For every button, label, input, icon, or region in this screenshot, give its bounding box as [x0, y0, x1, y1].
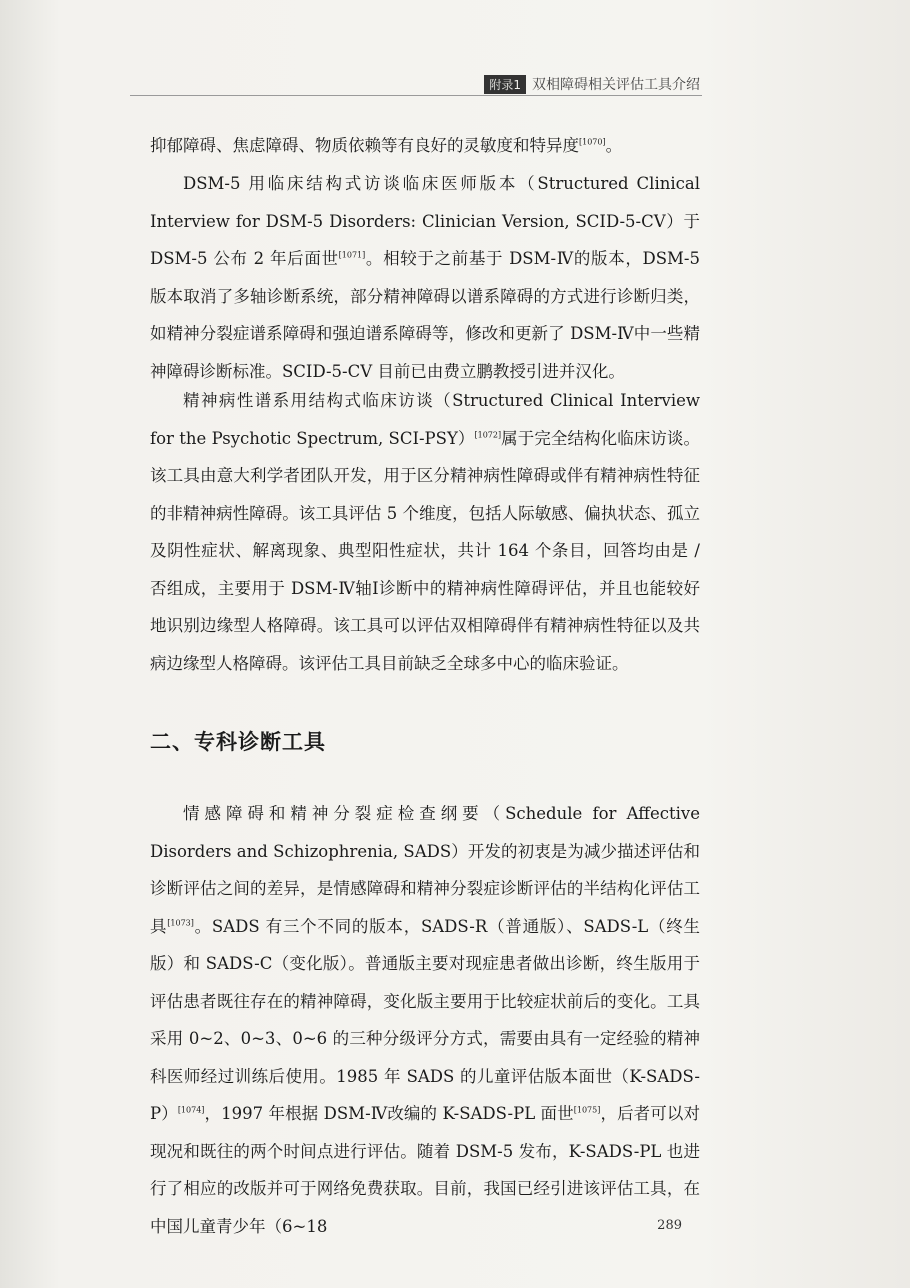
paragraph-text: 抑郁障碍、焦虑障碍、物质依赖等有良好的灵敏度和特异度: [150, 136, 579, 155]
page-number: 289: [657, 1218, 682, 1233]
section-heading: 二、专科诊断工具: [150, 730, 326, 754]
citation-ref: [1075]: [573, 1105, 601, 1115]
citation-ref: [1072]: [474, 430, 502, 439]
running-header: [484, 74, 700, 94]
citation-ref: [1071]: [338, 250, 366, 260]
paragraph-text: 。相较于之前基于 DSM-Ⅳ的版本，DSM-5 版本取消了多轴诊断系统，部分精神障碍以谱系障碍的方式进行诊断归类，如精神分裂症谱系障碍和强迫谱系障碍等，修改和更新了 DSM-Ⅳ中一些精神障碍诊断标准。SCID-5-CV 目前已由费立鹏教授引进并汉化。: [150, 249, 701, 381]
paragraph-text: 。SADS 有三个不同的版本，SADS-R（普通版）、SADS-L（终生版）和 SADS-C（变化版）。普通版主要对现症患者做出诊断，终生版用于评估患者既往存在的精神障碍，变化版主要用于比较症状前后的变化。工具采用 0~2、0~3、0~6 的三种分级评分方式，需要由具有一定经验的精神科医师经过训练后使用。1985 年 SADS 的儿童评估版本面世（K-SADS-P）: [150, 916, 700, 1123]
appendix-badge: 附录1: [484, 75, 526, 94]
paragraph-text: 精神病性谱系用结构式临床访谈（Structured Clinical Interview for the Psychotic Spectrum, SCI-PSY）: [150, 391, 700, 448]
paragraph-text: 情感障碍和精神分裂症检查纲要（Schedule for Affective Disorders and Schizophrenia, SADS）开发的初衷是为减少描述评估和诊断评估之间的差异，是情感障碍和精神分裂症诊断评估的半结构化评估工具: [150, 804, 700, 936]
paragraph-text: 属于完全结构化临床访谈。该工具由意大利学者团队开发，用于区分精神病性障碍或伴有精神病性特征的非精神病性障碍。该工具评估 5 个维度，包括人际敏感、偏执状态、孤立及阴性症状、解离现象、典型阳性症状，共计 164 个条目，回答均由是 / 否组成，主要用于 DSM-Ⅳ轴Ⅰ诊断中的精神病性障碍评估，并且也能较好地识别边缘型人格障碍。该工具可以评估双相障碍伴有精神病性特征以及共病边缘型人格障碍。该评估工具目前缺乏全球多中心的临床验证。: [150, 428, 700, 673]
paragraph-sci-psy: [150, 382, 700, 682]
paragraph-continuation: [150, 127, 700, 165]
paragraph-scid-5-cv: [150, 165, 700, 390]
paragraph-text: DSM-5 用临床结构式访谈临床医师版本（Structured Clinical Interview for DSM-5 Disorders: Clinician Version, SCID-5-CV）于 DSM-5 公布 2 年后面世: [150, 174, 700, 268]
citation-ref: [1074]: [177, 1105, 205, 1115]
header-rule: [130, 95, 702, 96]
paragraph-text: 。: [605, 136, 623, 155]
paragraph-text: ，1997 年根据 DSM-Ⅳ改编的 K-SADS-PL 面世: [204, 1104, 574, 1123]
running-header-title: 双相障碍相关评估工具介绍: [532, 77, 700, 93]
paragraph-text: ，后者可以对现况和既往的两个时间点进行评估。随着 DSM-5 发布，K-SADS-PL 也进行了相应的改版并可于网络免费获取。目前，我国已经引进该评估工具，在中国儿童青少年（6~18: [150, 1104, 700, 1236]
citation-ref: [1070]: [579, 137, 606, 147]
paragraph-sads: [150, 795, 700, 1245]
citation-ref: [1073]: [167, 918, 194, 927]
